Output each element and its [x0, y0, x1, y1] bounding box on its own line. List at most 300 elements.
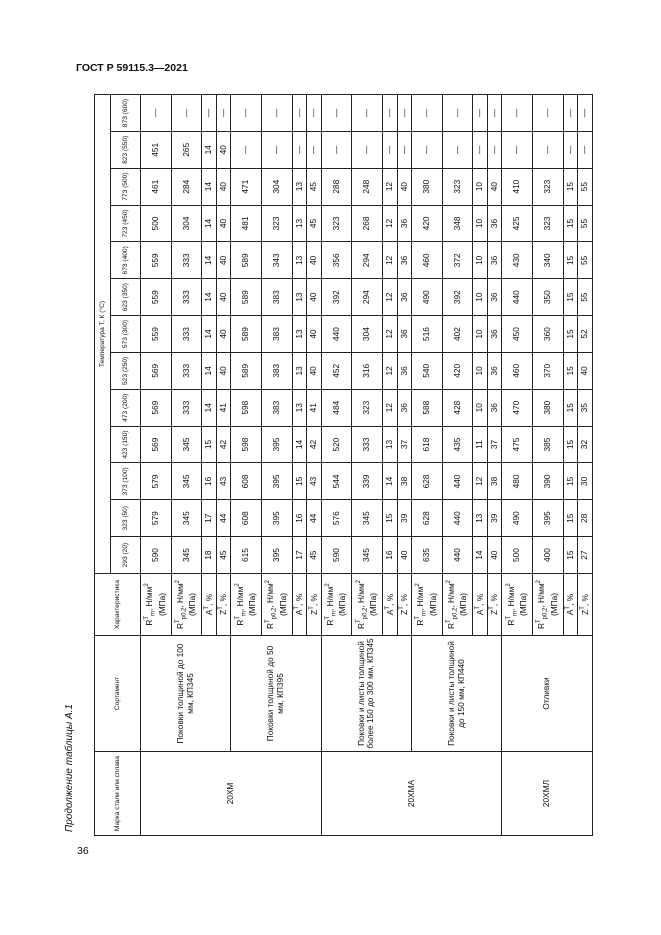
characteristic-column-header: Характеристика — [95, 574, 141, 636]
value-cell: 14 — [202, 131, 217, 168]
value-cell: 481 — [231, 205, 262, 242]
value-cell: 608 — [231, 500, 262, 537]
tensile-strength-label: $R^T_m$, $Н/мм^2$ (МПа) — [412, 574, 443, 636]
elongation-label: $A^T$, % — [563, 574, 578, 636]
value-cell: 590 — [321, 537, 352, 574]
value-cell: 12 — [383, 205, 398, 242]
value-cell: 13 — [473, 500, 488, 537]
value-cell: 40 — [216, 242, 231, 279]
value-cell: 370 — [533, 352, 564, 389]
value-cell: 15 — [563, 500, 578, 537]
value-cell: 589 — [231, 352, 262, 389]
value-cell: 15 — [563, 168, 578, 205]
product-cell: Поковки толщиной до 100 мм, КП345 — [141, 636, 231, 752]
value-cell: 390 — [533, 463, 564, 500]
value-cell: 452 — [321, 352, 352, 389]
value-cell: 490 — [412, 279, 443, 316]
value-cell: 13 — [292, 168, 307, 205]
value-cell: 30 — [578, 463, 593, 500]
value-cell: 540 — [412, 352, 443, 389]
value-cell: 323 — [442, 168, 473, 205]
product-cell: Поковки толщиной до 50 мм, КП395 — [231, 636, 321, 752]
value-cell: — — [533, 95, 564, 132]
value-cell: 13 — [292, 316, 307, 353]
value-cell: 17 — [292, 537, 307, 574]
value-cell: 559 — [141, 316, 172, 353]
value-cell: 420 — [442, 352, 473, 389]
value-cell: 36 — [487, 316, 502, 353]
value-cell: 380 — [412, 168, 443, 205]
value-cell: 402 — [442, 316, 473, 353]
value-cell: 265 — [171, 131, 202, 168]
table-row — [412, 95, 443, 836]
tensile-strength-label: $R^T_m$, $Н/мм^2$ (МПа) — [502, 574, 533, 636]
value-cell: 41 — [307, 389, 322, 426]
value-cell: 345 — [171, 426, 202, 463]
value-cell: 12 — [383, 242, 398, 279]
value-cell: 395 — [533, 500, 564, 537]
tensile-strength-label: $R^T_m$, $Н/мм^2$ (МПа) — [141, 574, 172, 636]
value-cell: 569 — [141, 352, 172, 389]
value-cell: 13 — [292, 242, 307, 279]
yield-strength-label: $R^T_{p0,2}$, $Н/мм^2$ (МПа) — [533, 574, 564, 636]
value-cell: 14 — [202, 242, 217, 279]
value-cell: 383 — [262, 352, 293, 389]
value-cell: 590 — [141, 537, 172, 574]
value-cell: 40 — [216, 279, 231, 316]
temperature-column-header: 723 (450) — [111, 205, 141, 242]
elongation-label: $A^T$, % — [383, 574, 398, 636]
value-cell: 520 — [321, 426, 352, 463]
value-cell: 45 — [307, 205, 322, 242]
value-cell: 340 — [533, 242, 564, 279]
value-cell: — — [231, 131, 262, 168]
value-cell: 14 — [202, 352, 217, 389]
temperature-column-header: 673 (400) — [111, 242, 141, 279]
value-cell: 440 — [442, 463, 473, 500]
value-cell: — — [533, 131, 564, 168]
grade-column-header: Марка стали или сплава — [95, 752, 141, 836]
value-cell: 15 — [292, 463, 307, 500]
value-cell: — — [141, 95, 172, 132]
value-cell: — — [307, 95, 322, 132]
value-cell: — — [563, 95, 578, 132]
value-cell: 589 — [231, 316, 262, 353]
reduction-label: $Z^T$, % — [578, 574, 593, 636]
value-cell: — — [442, 131, 473, 168]
value-cell: 628 — [412, 500, 443, 537]
value-cell: 500 — [141, 205, 172, 242]
value-cell: 40 — [397, 168, 412, 205]
value-cell: 395 — [262, 463, 293, 500]
product-cell: Поковки и листы толщиной более 150 до 300 мм, КП345 — [321, 636, 411, 752]
value-cell: 440 — [442, 537, 473, 574]
value-cell: — — [292, 95, 307, 132]
value-cell: 15 — [383, 500, 398, 537]
value-cell: — — [397, 131, 412, 168]
temperature-column-header: 573 (300) — [111, 316, 141, 353]
value-cell: 428 — [442, 389, 473, 426]
reduction-label: $Z^T$, % — [397, 574, 412, 636]
grade-cell: 20ХМЛ — [502, 752, 593, 836]
value-cell: 18 — [202, 537, 217, 574]
value-cell: 14 — [202, 389, 217, 426]
table-container — [94, 94, 593, 836]
rotated-table-frame — [94, 94, 593, 836]
value-cell: 304 — [262, 168, 293, 205]
value-cell: — — [487, 131, 502, 168]
value-cell: 36 — [397, 279, 412, 316]
value-cell: 45 — [216, 537, 231, 574]
value-cell: 36 — [487, 242, 502, 279]
value-cell: 430 — [502, 242, 533, 279]
value-cell: 39 — [397, 500, 412, 537]
grade-cell: 20ХМ — [141, 752, 322, 836]
value-cell: 294 — [352, 242, 383, 279]
value-cell: 15 — [563, 389, 578, 426]
temperature-column-header: 873 (600) — [111, 95, 141, 132]
value-cell: 41 — [216, 389, 231, 426]
value-cell: 42 — [216, 426, 231, 463]
value-cell: 16 — [383, 537, 398, 574]
value-cell: 360 — [533, 316, 564, 353]
value-cell: 635 — [412, 537, 443, 574]
value-cell: 598 — [231, 426, 262, 463]
value-cell: 345 — [171, 463, 202, 500]
value-cell: 13 — [292, 389, 307, 426]
value-cell: 333 — [352, 426, 383, 463]
value-cell: 40 — [578, 352, 593, 389]
value-cell: 395 — [262, 426, 293, 463]
temperature-column-header: 293 (20) — [111, 537, 141, 574]
value-cell: 12 — [383, 279, 398, 316]
value-cell: 45 — [307, 168, 322, 205]
value-cell: 345 — [171, 537, 202, 574]
value-cell: 13 — [383, 426, 398, 463]
value-cell: 14 — [202, 205, 217, 242]
value-cell: 420 — [412, 205, 443, 242]
value-cell: 15 — [563, 537, 578, 574]
value-cell: 372 — [442, 242, 473, 279]
value-cell: 339 — [352, 463, 383, 500]
value-cell: 43 — [307, 463, 322, 500]
value-cell: 28 — [578, 500, 593, 537]
value-cell: 304 — [171, 205, 202, 242]
value-cell: 32 — [578, 426, 593, 463]
value-cell: 15 — [202, 426, 217, 463]
page-number: 36 — [77, 845, 89, 857]
value-cell: 40 — [216, 131, 231, 168]
value-cell: 383 — [262, 316, 293, 353]
value-cell: 618 — [412, 426, 443, 463]
temperature-column-header: 823 (550) — [111, 131, 141, 168]
value-cell: 36 — [487, 389, 502, 426]
value-cell: 40 — [307, 316, 322, 353]
value-cell: 44 — [216, 500, 231, 537]
value-cell: 345 — [352, 537, 383, 574]
value-cell: 628 — [412, 463, 443, 500]
value-cell: 15 — [563, 279, 578, 316]
product-cell: Поковки и листы толщиной до 150 мм, КП440 — [412, 636, 502, 752]
value-cell: 39 — [487, 500, 502, 537]
value-cell: — — [307, 131, 322, 168]
value-cell: 14 — [473, 537, 488, 574]
value-cell: 588 — [412, 389, 443, 426]
table-row — [141, 95, 172, 836]
value-cell: 40 — [487, 537, 502, 574]
value-cell: 36 — [487, 205, 502, 242]
value-cell: 333 — [171, 242, 202, 279]
value-cell: 333 — [171, 352, 202, 389]
value-cell: 45 — [307, 537, 322, 574]
temperature-column-header: 423 (150) — [111, 426, 141, 463]
value-cell: 40 — [397, 537, 412, 574]
value-cell: 288 — [321, 168, 352, 205]
value-cell: 598 — [231, 389, 262, 426]
value-cell: 559 — [141, 279, 172, 316]
value-cell: — — [171, 95, 202, 132]
value-cell: 38 — [397, 463, 412, 500]
value-cell: 14 — [202, 168, 217, 205]
value-cell: 12 — [383, 389, 398, 426]
value-cell: 14 — [202, 279, 217, 316]
value-cell: 400 — [533, 537, 564, 574]
value-cell: 16 — [292, 500, 307, 537]
value-cell: 425 — [502, 205, 533, 242]
value-cell: 470 — [502, 389, 533, 426]
value-cell: 348 — [442, 205, 473, 242]
value-cell: 36 — [397, 205, 412, 242]
elongation-label: $A^T$, % — [292, 574, 307, 636]
value-cell: 490 — [502, 500, 533, 537]
value-cell: 385 — [533, 426, 564, 463]
value-cell: 345 — [171, 500, 202, 537]
value-cell: 12 — [473, 463, 488, 500]
value-cell: 14 — [292, 426, 307, 463]
value-cell: 268 — [352, 205, 383, 242]
value-cell: 17 — [202, 500, 217, 537]
value-cell: 608 — [231, 463, 262, 500]
value-cell: — — [216, 95, 231, 132]
temperature-column-header: 373 (100) — [111, 463, 141, 500]
value-cell: 36 — [487, 279, 502, 316]
properties-table — [94, 94, 593, 836]
reduction-label: $Z^T$, % — [216, 574, 231, 636]
document-header: ГОСТ Р 59115.3—2021 — [76, 62, 188, 74]
value-cell: — — [292, 131, 307, 168]
value-cell: 15 — [563, 242, 578, 279]
table-caption: Продолжение таблицы А.1 — [64, 704, 75, 832]
value-cell: 52 — [578, 316, 593, 353]
value-cell: 40 — [307, 279, 322, 316]
value-cell: — — [202, 95, 217, 132]
value-cell: 440 — [502, 279, 533, 316]
value-cell: 323 — [262, 205, 293, 242]
value-cell: 380 — [533, 389, 564, 426]
value-cell: 316 — [352, 352, 383, 389]
value-cell: 10 — [473, 279, 488, 316]
value-cell: — — [383, 131, 398, 168]
value-cell: 11 — [473, 426, 488, 463]
value-cell: 38 — [487, 463, 502, 500]
value-cell: 35 — [578, 389, 593, 426]
value-cell: — — [473, 95, 488, 132]
value-cell: — — [383, 95, 398, 132]
value-cell: 383 — [262, 389, 293, 426]
yield-strength-label: $R^T_{p0,2}$, $Н/мм^2$ (МПа) — [352, 574, 383, 636]
value-cell: 14 — [383, 463, 398, 500]
value-cell: 323 — [352, 389, 383, 426]
table-row — [502, 95, 533, 836]
value-cell: 579 — [141, 463, 172, 500]
value-cell: 395 — [262, 537, 293, 574]
value-cell: 451 — [141, 131, 172, 168]
temperature-column-header: 523 (250) — [111, 352, 141, 389]
temperature-column-header: 773 (500) — [111, 168, 141, 205]
value-cell: — — [231, 95, 262, 132]
value-cell: 333 — [171, 316, 202, 353]
value-cell: 333 — [171, 279, 202, 316]
value-cell: 461 — [141, 168, 172, 205]
value-cell: 44 — [307, 500, 322, 537]
value-cell: 576 — [321, 500, 352, 537]
value-cell: 248 — [352, 168, 383, 205]
value-cell: — — [487, 95, 502, 132]
value-cell: 15 — [563, 426, 578, 463]
value-cell: 40 — [307, 352, 322, 389]
value-cell: 12 — [383, 316, 398, 353]
value-cell: — — [352, 95, 383, 132]
value-cell: 569 — [141, 389, 172, 426]
value-cell: 516 — [412, 316, 443, 353]
value-cell: 450 — [502, 316, 533, 353]
temperature-column-header: 323 (50) — [111, 500, 141, 537]
value-cell: 484 — [321, 389, 352, 426]
temperature-column-header: 623 (350) — [111, 279, 141, 316]
value-cell: 55 — [578, 242, 593, 279]
value-cell: 55 — [578, 279, 593, 316]
value-cell: 343 — [262, 242, 293, 279]
value-cell: — — [262, 95, 293, 132]
value-cell: 475 — [502, 426, 533, 463]
value-cell: 12 — [383, 352, 398, 389]
value-cell: 42 — [307, 426, 322, 463]
temperature-column-header: 473 (200) — [111, 389, 141, 426]
reduction-label: $Z^T$, % — [487, 574, 502, 636]
elongation-label: $A^T$, % — [473, 574, 488, 636]
value-cell: 10 — [473, 168, 488, 205]
value-cell: 36 — [397, 389, 412, 426]
value-cell: 589 — [231, 279, 262, 316]
value-cell: 14 — [202, 316, 217, 353]
value-cell: 333 — [171, 389, 202, 426]
value-cell: 579 — [141, 500, 172, 537]
value-cell: 40 — [216, 205, 231, 242]
value-cell: 15 — [563, 205, 578, 242]
grade-cell: 20ХМА — [321, 752, 502, 836]
value-cell: 37 — [487, 426, 502, 463]
value-cell: 435 — [442, 426, 473, 463]
value-cell: 569 — [141, 426, 172, 463]
yield-strength-label: $R^T_{p0,2}$, $Н/мм^2$ (МПа) — [262, 574, 293, 636]
value-cell: 27 — [578, 537, 593, 574]
table-row — [321, 95, 352, 836]
value-cell: 356 — [321, 242, 352, 279]
value-cell: 440 — [442, 500, 473, 537]
value-cell: — — [563, 131, 578, 168]
value-cell: — — [321, 131, 352, 168]
temperature-header: Температура T, К (°С) — [95, 95, 111, 574]
value-cell: 500 — [502, 537, 533, 574]
value-cell: 40 — [216, 168, 231, 205]
value-cell: 12 — [383, 168, 398, 205]
value-cell: 40 — [487, 168, 502, 205]
value-cell: 460 — [502, 352, 533, 389]
value-cell: 395 — [262, 500, 293, 537]
tensile-strength-label: $R^T_m$, $Н/мм^2$ (МПа) — [231, 574, 262, 636]
value-cell: — — [412, 95, 443, 132]
value-cell: — — [442, 95, 473, 132]
value-cell: 36 — [397, 242, 412, 279]
value-cell: 480 — [502, 463, 533, 500]
value-cell: 615 — [231, 537, 262, 574]
value-cell: 13 — [292, 352, 307, 389]
value-cell: 10 — [473, 352, 488, 389]
value-cell: 392 — [321, 279, 352, 316]
value-cell: 323 — [321, 205, 352, 242]
value-cell: 471 — [231, 168, 262, 205]
value-cell: 43 — [216, 463, 231, 500]
value-cell: 40 — [307, 242, 322, 279]
value-cell: 383 — [262, 279, 293, 316]
table-row — [231, 95, 262, 836]
value-cell: 345 — [352, 500, 383, 537]
value-cell: 10 — [473, 242, 488, 279]
value-cell: — — [502, 95, 533, 132]
value-cell: 13 — [292, 205, 307, 242]
value-cell: 36 — [487, 352, 502, 389]
value-cell: 15 — [563, 352, 578, 389]
value-cell: — — [262, 131, 293, 168]
value-cell: 36 — [397, 352, 412, 389]
value-cell: 350 — [533, 279, 564, 316]
value-cell: — — [321, 95, 352, 132]
value-cell: 589 — [231, 242, 262, 279]
value-cell: 544 — [321, 463, 352, 500]
value-cell: 37 — [397, 426, 412, 463]
value-cell: — — [397, 95, 412, 132]
value-cell: 55 — [578, 205, 593, 242]
value-cell: — — [412, 131, 443, 168]
value-cell: — — [502, 131, 533, 168]
value-cell: 304 — [352, 316, 383, 353]
value-cell: 10 — [473, 205, 488, 242]
value-cell: 323 — [533, 205, 564, 242]
value-cell: 36 — [397, 316, 412, 353]
value-cell: 15 — [563, 316, 578, 353]
value-cell: 294 — [352, 279, 383, 316]
yield-strength-label: $R^T_{p0,2}$, $Н/мм^2$ (МПа) — [442, 574, 473, 636]
value-cell: 40 — [216, 316, 231, 353]
value-cell: 323 — [533, 168, 564, 205]
product-column-header: Сортамент — [95, 636, 141, 752]
value-cell: 40 — [216, 352, 231, 389]
value-cell: 410 — [502, 168, 533, 205]
value-cell: 460 — [412, 242, 443, 279]
product-cell: Отливки — [502, 636, 593, 752]
elongation-label: $A^T$, % — [202, 574, 217, 636]
value-cell: — — [352, 131, 383, 168]
